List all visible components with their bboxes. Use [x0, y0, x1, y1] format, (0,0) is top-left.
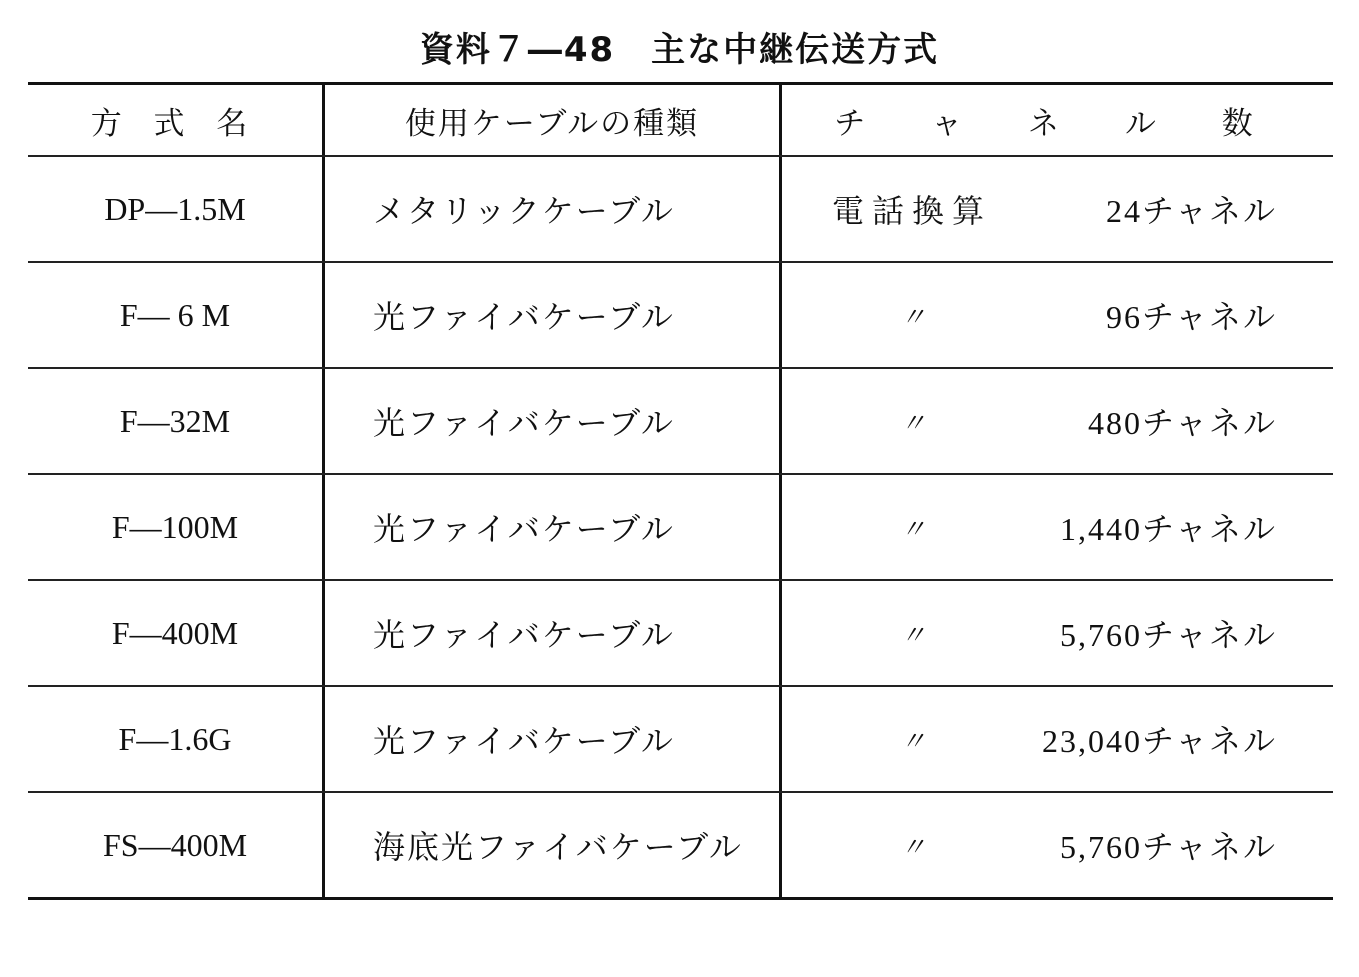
ditto-mark: 〃 — [900, 408, 927, 439]
table-row — [28, 791, 1333, 897]
cable-cell: 光ファイバケーブル — [325, 687, 782, 791]
table-row — [28, 367, 1333, 473]
cable-cell: メタリックケーブル — [325, 157, 782, 261]
header-cable: 使用ケーブルの種類 — [325, 85, 782, 155]
table-row — [28, 261, 1333, 367]
channels-cell — [782, 369, 1333, 473]
ditto-mark: 〃 — [900, 832, 927, 863]
header-method: 方 式 名 — [28, 85, 325, 155]
method-cell: F―32M — [28, 369, 325, 473]
channel-count: 96チャネル — [1105, 299, 1277, 335]
ditto-mark: 〃 — [900, 726, 927, 757]
transmission-table — [28, 82, 1333, 900]
cable-cell: 海底光ファイバケーブル — [325, 793, 782, 897]
channels-cell — [782, 263, 1333, 367]
ditto-mark: 〃 — [900, 620, 927, 651]
method-cell: FS―400M — [28, 793, 325, 897]
channel-count: 1,440チャネル — [1059, 511, 1277, 547]
cable-cell: 光ファイバケーブル — [325, 263, 782, 367]
channels-cell — [782, 687, 1333, 791]
method-cell: F― 6 M — [28, 263, 325, 367]
channels-cell — [782, 157, 1333, 261]
method-cell: DP―1.5M — [28, 157, 325, 261]
basis-label: 電話換算 — [832, 192, 993, 230]
cable-cell: 光ファイバケーブル — [325, 369, 782, 473]
table-row — [28, 155, 1333, 261]
channels-cell — [782, 581, 1333, 685]
cable-cell: 光ファイバケーブル — [325, 581, 782, 685]
page-title: 資料７―48 主な中継伝送方式 — [419, 30, 940, 70]
ditto-mark: 〃 — [900, 514, 927, 545]
table-row — [28, 473, 1333, 579]
table-header-row — [28, 85, 1333, 155]
channel-count: 23,040チャネル — [1041, 723, 1277, 759]
channel-count: 24チャネル — [1105, 193, 1277, 229]
header-channels: チ ャ ネ ル 数 — [834, 105, 1281, 142]
channels-cell — [782, 793, 1333, 897]
method-cell: F―1.6G — [28, 687, 325, 791]
cable-cell: 光ファイバケーブル — [325, 475, 782, 579]
channel-count: 5,760チャネル — [1059, 829, 1277, 865]
channel-count: 5,760チャネル — [1059, 617, 1277, 653]
ditto-mark: 〃 — [900, 302, 927, 333]
channels-cell — [782, 475, 1333, 579]
table-row — [28, 579, 1333, 685]
channel-count: 480チャネル — [1087, 405, 1277, 441]
method-cell: F―100M — [28, 475, 325, 579]
table-row — [28, 685, 1333, 791]
method-cell: F―400M — [28, 581, 325, 685]
